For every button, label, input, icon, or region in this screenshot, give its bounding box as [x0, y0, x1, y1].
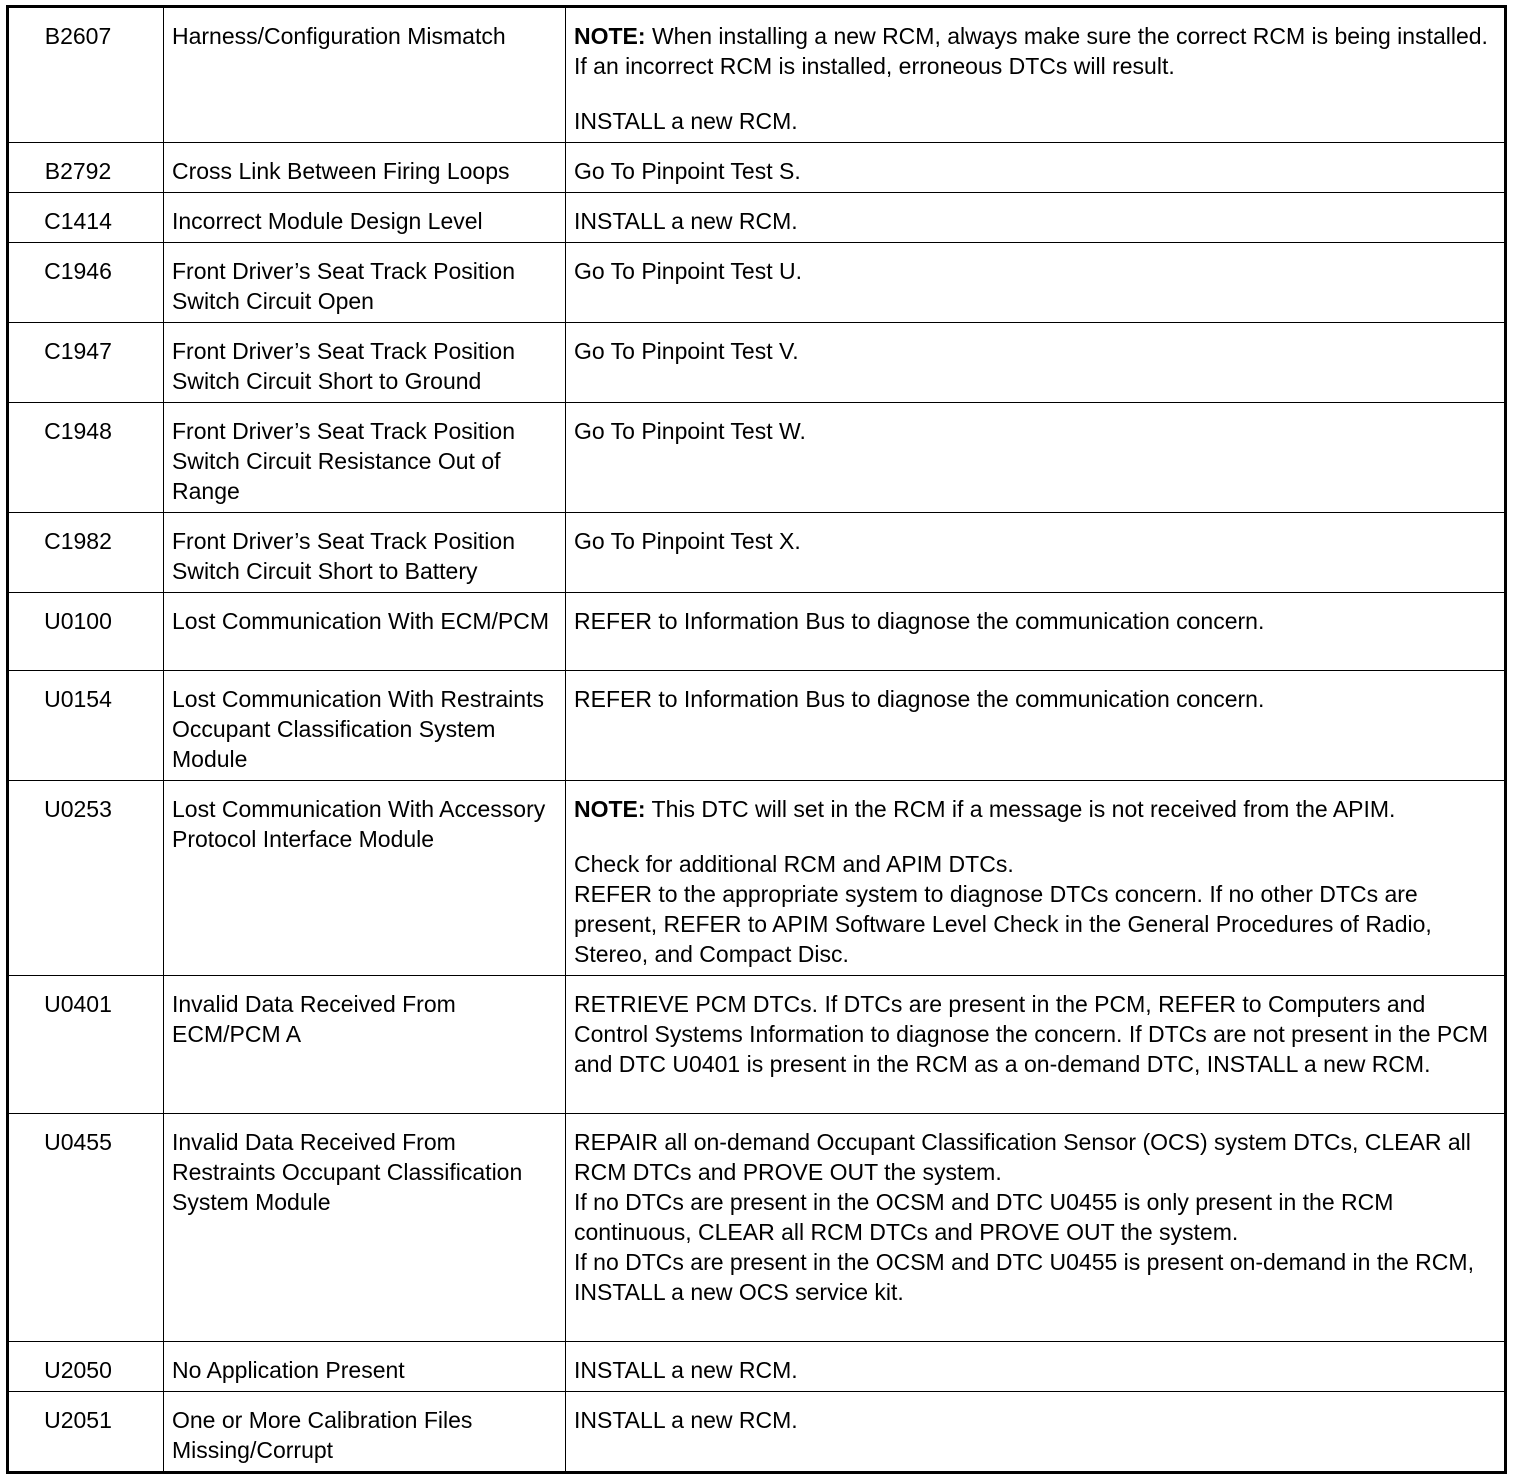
dtc-code: C1946	[8, 243, 164, 323]
action-text: Go To Pinpoint Test X.	[574, 528, 801, 554]
dtc-description: Lost Communication With ECM/PCM	[164, 593, 566, 671]
dtc-action	[566, 1342, 1506, 1392]
action-text: REPAIR all on-demand Occupant Classification Sensor (OCS) system DTCs, CLEAR all RCM DTCs and PROVE OUT the system.	[574, 1129, 1471, 1185]
table-row	[8, 403, 1506, 513]
table-row	[8, 513, 1506, 593]
dtc-action	[566, 1114, 1506, 1342]
action-text: INSTALL a new RCM.	[574, 1357, 798, 1383]
note-label: NOTE:	[574, 23, 646, 49]
table-row	[8, 7, 1506, 143]
action-text: If no DTCs are present in the OCSM and DTC U0455 is only present in the RCM continuous, CLEAR all RCM DTCs and PROVE OUT the system.	[574, 1189, 1394, 1245]
dtc-code: C1982	[8, 513, 164, 593]
action-text: If no DTCs are present in the OCSM and DTC U0455 is present on-demand in the RCM, INSTALL a new OCS service kit.	[574, 1249, 1474, 1305]
table-row	[8, 193, 1506, 243]
table-row	[8, 671, 1506, 781]
dtc-code: C1414	[8, 193, 164, 243]
dtc-description: Front Driver’s Seat Track Position Switch Circuit Short to Battery	[164, 513, 566, 593]
dtc-action	[566, 513, 1506, 593]
dtc-description: Front Driver’s Seat Track Position Switch Circuit Resistance Out of Range	[164, 403, 566, 513]
dtc-action	[566, 671, 1506, 781]
action-text: INSTALL a new RCM.	[574, 1407, 798, 1433]
dtc-code: B2792	[8, 143, 164, 193]
action-text: Go To Pinpoint Test S.	[574, 158, 801, 184]
dtc-action	[566, 781, 1506, 976]
dtc-action	[566, 193, 1506, 243]
dtc-code: U2051	[8, 1392, 164, 1473]
dtc-action	[566, 1392, 1506, 1473]
dtc-table	[6, 5, 1507, 1474]
action-text: Go To Pinpoint Test V.	[574, 338, 799, 364]
action-text: INSTALL a new RCM.	[574, 208, 798, 234]
note	[574, 794, 1496, 824]
dtc-description: One or More Calibration Files Missing/Corrupt	[164, 1392, 566, 1473]
dtc-description: Front Driver’s Seat Track Position Switch Circuit Short to Ground	[164, 323, 566, 403]
dtc-action	[566, 323, 1506, 403]
dtc-description: No Application Present	[164, 1342, 566, 1392]
dtc-action	[566, 7, 1506, 143]
dtc-action	[566, 243, 1506, 323]
action-text: REFER to Information Bus to diagnose the communication concern.	[574, 608, 1265, 634]
action-text: RETRIEVE PCM DTCs. If DTCs are present in the PCM, REFER to Computers and Control Systems Information to diagnose the concern. If DTCs are not present in the PCM and DTC U0401 is present in the RCM as a on-demand DTC, INSTALL a new RCM.	[574, 991, 1489, 1077]
dtc-description: Incorrect Module Design Level	[164, 193, 566, 243]
table-row	[8, 976, 1506, 1114]
action-text: REFER to the appropriate system to diagnose DTCs concern. If no other DTCs are present, REFER to APIM Software Level Check in the General Procedures of Radio, Stereo, and Compact Disc.	[574, 881, 1432, 967]
dtc-code: U0154	[8, 671, 164, 781]
table-row	[8, 1114, 1506, 1342]
dtc-description: Lost Communication With Restraints Occupant Classification System Module	[164, 671, 566, 781]
note-text: This DTC will set in the RCM if a message is not received from the APIM.	[645, 796, 1396, 822]
action-text: Check for additional RCM and APIM DTCs.	[574, 851, 1014, 877]
dtc-description: Invalid Data Received From Restraints Occupant Classification System Module	[164, 1114, 566, 1342]
dtc-code: C1947	[8, 323, 164, 403]
dtc-code: B2607	[8, 7, 164, 143]
table-row	[8, 143, 1506, 193]
dtc-table-body	[8, 7, 1506, 1473]
note	[574, 21, 1496, 81]
dtc-code: U0253	[8, 781, 164, 976]
table-row	[8, 243, 1506, 323]
dtc-action	[566, 593, 1506, 671]
dtc-code: U0401	[8, 976, 164, 1114]
table-row	[8, 1342, 1506, 1392]
dtc-action	[566, 976, 1506, 1114]
action-text: Go To Pinpoint Test W.	[574, 418, 806, 444]
dtc-code: U0100	[8, 593, 164, 671]
dtc-description: Lost Communication With Accessory Protocol Interface Module	[164, 781, 566, 976]
dtc-code: C1948	[8, 403, 164, 513]
table-row	[8, 781, 1506, 976]
dtc-description: Cross Link Between Firing Loops	[164, 143, 566, 193]
table-row	[8, 593, 1506, 671]
note-label: NOTE:	[574, 796, 646, 822]
table-row	[8, 1392, 1506, 1473]
dtc-description: Harness/Configuration Mismatch	[164, 7, 566, 143]
table-row	[8, 323, 1506, 403]
dtc-code: U0455	[8, 1114, 164, 1342]
dtc-code: U2050	[8, 1342, 164, 1392]
dtc-action	[566, 143, 1506, 193]
dtc-action	[566, 403, 1506, 513]
dtc-description: Front Driver’s Seat Track Position Switch Circuit Open	[164, 243, 566, 323]
action-text: Go To Pinpoint Test U.	[574, 258, 803, 284]
dtc-description: Invalid Data Received From ECM/PCM A	[164, 976, 566, 1114]
note-text: When installing a new RCM, always make sure the correct RCM is being installed. If an incorrect RCM is installed, erroneous DTCs will result.	[574, 23, 1488, 79]
action-text: INSTALL a new RCM.	[574, 108, 798, 134]
action-text: REFER to Information Bus to diagnose the communication concern.	[574, 686, 1265, 712]
